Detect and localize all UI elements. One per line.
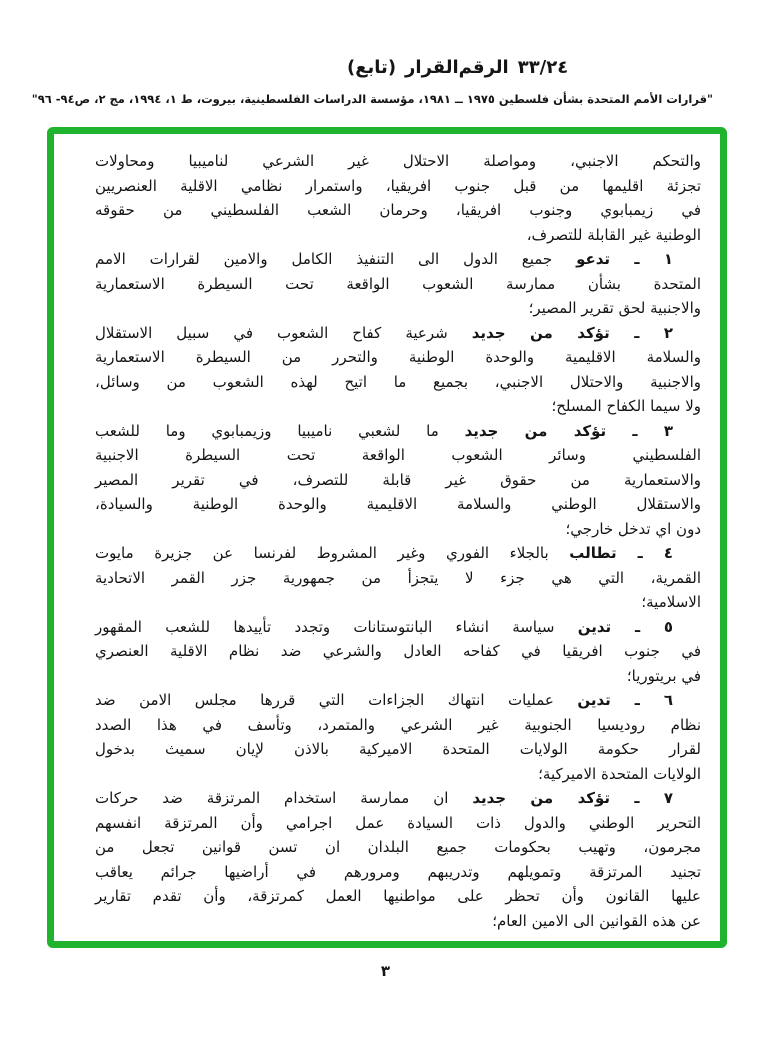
line-text: شرعية كفاح الشعوب في سبيل الاستقلال — [95, 323, 472, 342]
line-text: القمرية، التي هي جزء لا يتجزأ من جمهورية جزر القمر الاتحادية — [95, 568, 701, 587]
title-resolution-number: ٣٣/٢٤ — [517, 57, 569, 78]
text-line — [95, 835, 701, 860]
line-text: التحرير الوطني والدول ذات السيادة عمل اجرامي وأن المرتزقة انفسهم — [95, 813, 701, 832]
line-text: الاسلامية؛ — [641, 593, 701, 611]
text-line — [95, 492, 701, 517]
line-text: والاستقلال الوطني والسلامة الاقليمية والوحدة الوطنية والسيادة، — [95, 495, 701, 513]
line-text: في بريتوريا؛ — [626, 666, 701, 685]
line-text: مجرمون، وتهيب بحكومات جميع البلدان ان تسن قوانين تجعل من — [95, 838, 701, 856]
line-text: سياسة انشاء البانتوستانات وتجدد تأييدها للشعب المقهور — [95, 617, 578, 636]
line-text: في جنوب افريقيا في كفاحه العادل والشرعي ضد نظام الاقلية العنصري — [95, 642, 701, 660]
line-text: والسلامة الاقليمية والوحدة الوطنية والتحرر من السيطرة الاستعمارية — [95, 348, 701, 366]
line-text: تجزئة اقليمها من قبل جنوب افريقيا، واستمرار نظامي الاقلية العنصريين — [95, 176, 701, 195]
text-line — [95, 174, 701, 199]
operative-keyword: تدعو — [576, 250, 611, 268]
operative-keyword: ٥ ـ — [611, 617, 673, 636]
document-text — [95, 149, 701, 933]
line-text: الولايات المتحدة الاميركية؛ — [538, 764, 701, 783]
text-line — [95, 811, 701, 836]
title-word-resolution: القرار — [405, 57, 459, 78]
line-text: والاجنبية والاحتلال الاجنبي، بجميع ما اتيح لهذه الشعوب من وسائل، — [95, 372, 701, 391]
operative-keyword: تؤكد من جديد — [471, 323, 610, 342]
operative-keyword: تطالب — [569, 544, 617, 562]
text-line — [95, 247, 701, 272]
operative-keyword: ٦ ـ — [610, 691, 673, 709]
text-line — [95, 370, 701, 395]
line-text: لقرار حكومة الولايات المتحدة الاميركية بالاذن لإيان سميث بدخول — [95, 740, 701, 758]
text-line — [95, 468, 701, 493]
text-line — [95, 909, 701, 934]
text-line — [95, 664, 701, 689]
text-line — [95, 884, 701, 909]
text-line — [95, 419, 701, 444]
page-title — [347, 57, 568, 78]
text-line — [95, 149, 701, 174]
text-line — [95, 688, 701, 713]
line-text: عليها القانون وأن تحظر على مواطنيها العمل كمرتزقة، وأن تقدم تقارير — [95, 887, 701, 905]
line-text: ما لشعبي ناميبيا وزيمبابوي وما للشعب — [95, 421, 465, 440]
line-text: بالجلاء الفوري وغير المشروط لفرنسا عن جزيرة مايوت — [95, 544, 570, 562]
line-text: الفلسطيني وسائر الشعوب الواقعة تحت السيطرة الاجنبية — [95, 446, 701, 464]
text-line — [95, 394, 701, 419]
line-text: نظام روديسيا الجنوبية غير الشرعي والمتمرد، وتأسف في هذا الصدد — [95, 715, 701, 734]
text-line — [95, 223, 701, 248]
line-text: والاجنبية لحق تقرير المصير؛ — [528, 299, 701, 317]
title-continued-marker: (تابع) — [347, 57, 397, 78]
text-line — [95, 639, 701, 664]
operative-keyword: تدين — [577, 617, 612, 636]
operative-keyword: ٣ ـ — [606, 421, 673, 440]
operative-keyword: تؤكد من جديد — [472, 789, 610, 807]
line-text: دون اي تدخل خارجي؛ — [565, 519, 701, 538]
text-line — [95, 321, 701, 346]
text-line — [95, 737, 701, 762]
line-text: في زيمبابوي وجنوب افريقيا، وحرمان الشعب الفلسطيني من حقوقه — [95, 201, 701, 219]
text-line — [95, 443, 701, 468]
text-line — [95, 517, 701, 542]
text-line — [95, 541, 701, 566]
line-text: المتحدة بشأن ممارسة الشعوب الواقعة تحت السيطرة الاستعمارية — [95, 274, 701, 293]
line-text: والتحكم الاجنبي، ومواصلة الاحتلال غير الشرعي لناميبيا ومحاولات — [95, 152, 701, 170]
text-line — [95, 762, 701, 787]
line-text: الوطنية غير القابلة للتصرف، — [526, 225, 701, 244]
operative-keyword: تدين — [577, 691, 611, 709]
operative-keyword: ١ ـ — [610, 250, 673, 268]
line-text: تجنيد المرتزقة وتمويلهم وتدريبهم ومرورهم في أراضيها جرائم يعاقب — [95, 862, 701, 881]
line-text: ان ممارسة استخدام المرتزقة ضد حركات — [95, 789, 473, 807]
text-line — [95, 615, 701, 640]
text-line — [95, 590, 701, 615]
text-line — [95, 566, 701, 591]
page-number: ٣ — [380, 962, 391, 980]
operative-keyword: تؤكد من جديد — [464, 421, 607, 440]
text-line — [95, 345, 701, 370]
text-line — [95, 198, 701, 223]
line-text: ولا سيما الكفاح المسلح؛ — [551, 397, 701, 415]
citation-line: "قرارات الأمم المتحدة بشأن فلسطين ١٩٧٥ ــ ١٩٨١، مؤسسة الدراسات الفلسطينية، بيروت، ط ١، ١٩٩٤، مج ٢، ص٩٤- ٩٦" — [31, 92, 713, 106]
line-text: والاستعمارية من حقوق غير قابلة للتصرف، في تقرير المصير — [95, 470, 701, 489]
title-word-number: الرقم — [458, 57, 509, 78]
operative-keyword: ٧ ـ — [610, 789, 673, 807]
text-line — [95, 296, 701, 321]
line-text: جميع الدول الى التنفيذ الكامل والامين لقرارات الامم — [95, 250, 577, 268]
operative-keyword: ٤ ـ — [616, 544, 673, 562]
text-line — [95, 272, 701, 297]
text-line — [95, 786, 701, 811]
operative-keyword: ٢ ـ — [609, 323, 673, 342]
text-line — [95, 713, 701, 738]
text-line — [95, 860, 701, 885]
line-text: عن هذه القوانين الى الامين العام؛ — [492, 911, 701, 930]
line-text: عمليات انتهاك الجزاءات التي قررها مجلس الامن ضد — [95, 691, 578, 709]
